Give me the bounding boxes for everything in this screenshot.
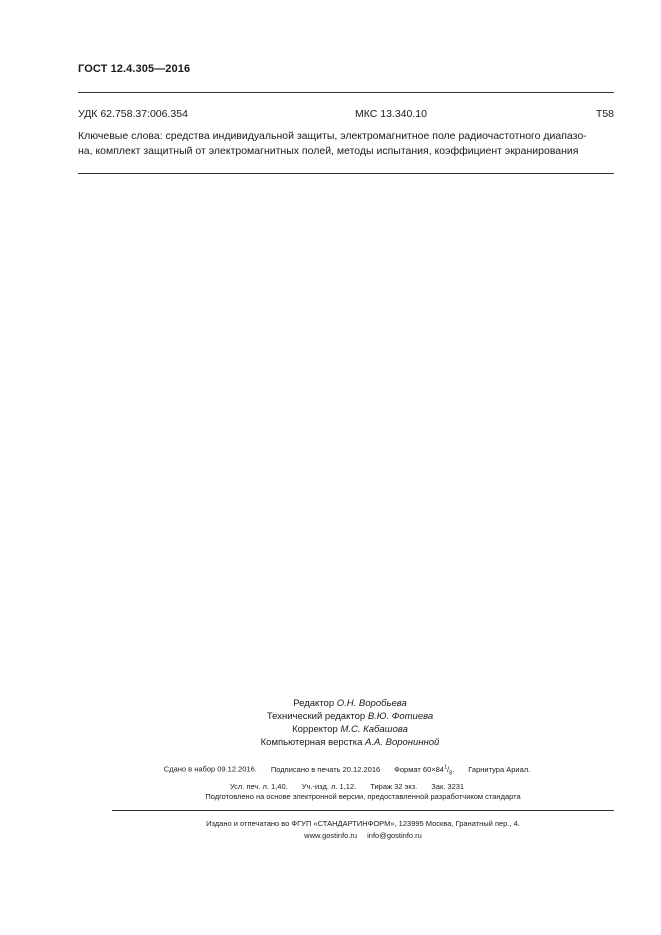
- prepared-note: Подготовлено на основе электронной версии, предоставленной разработчиком стандарта: [205, 792, 521, 801]
- paper-format: Формат $60\times 84^1/_8$.: [394, 764, 455, 776]
- classification-row: [78, 108, 614, 122]
- contact-line: [112, 830, 614, 842]
- typeface: Гарнитура Ариал.: [468, 764, 531, 774]
- credit-role: Корректор: [292, 724, 338, 735]
- credit-name: М.С. Кабашова: [340, 724, 408, 735]
- udk-code: УДК 62.758.37:006.354: [78, 108, 188, 120]
- publisher-line: Издано и отпечатано во ФГУП «СТАНДАРТИНФОРМ», 123995 Москва, Гранатный пер., 4.: [206, 819, 520, 828]
- imprint-divider: [112, 810, 614, 811]
- printed-sheets: Усл. печ. л. 1,40.: [229, 782, 288, 791]
- website-link[interactable]: www.gostinfo.ru: [304, 831, 358, 840]
- edition-sheets: Уч.-изд. л. 1,12.: [301, 782, 357, 791]
- keywords-line-1: Ключевые слова: средства индивидуальной защиты, электромагнитное поле радиочастотного диапазо-: [78, 130, 587, 142]
- keywords-divider: [78, 173, 614, 174]
- print-info-block: [112, 761, 582, 793]
- circulation: Тираж 32 экз.: [370, 782, 418, 791]
- group-code: Т58: [595, 108, 614, 120]
- top-divider: [78, 92, 614, 93]
- credit-name: В.Ю. Фотиева: [367, 711, 434, 722]
- submitted-date: Сдано в набор 09.12.2016.: [163, 764, 257, 774]
- credits-block: [200, 697, 500, 749]
- credit-name: А.А. Воронинной: [365, 737, 440, 748]
- credit-name: О.Н. Воробьева: [336, 698, 407, 709]
- keywords-line-2: на, комплект защитный от электромагнитных полей, методы испытания, коэффициент экранирования: [78, 145, 579, 157]
- credit-editor: [200, 697, 500, 710]
- mks-code: МКС 13.340.10: [355, 108, 427, 120]
- credit-proofreader: [200, 723, 500, 736]
- order-number: Зак. 3231: [431, 782, 465, 791]
- email-link[interactable]: info@gostinfo.ru: [367, 831, 422, 840]
- standard-code: ГОСТ 12.4.305—2016: [78, 63, 191, 75]
- signed-date: Подписано в печать 20.12.2016: [270, 764, 381, 774]
- imprint-block: [112, 818, 614, 842]
- credit-tech-editor: [200, 710, 500, 723]
- credit-role: Технический редактор: [266, 711, 366, 722]
- credit-role: Компьютерная верстка: [260, 737, 363, 748]
- credit-role: Редактор: [293, 698, 335, 709]
- keywords-block: [78, 129, 614, 159]
- credit-layout: [200, 736, 500, 749]
- print-info-line-1: [112, 761, 582, 780]
